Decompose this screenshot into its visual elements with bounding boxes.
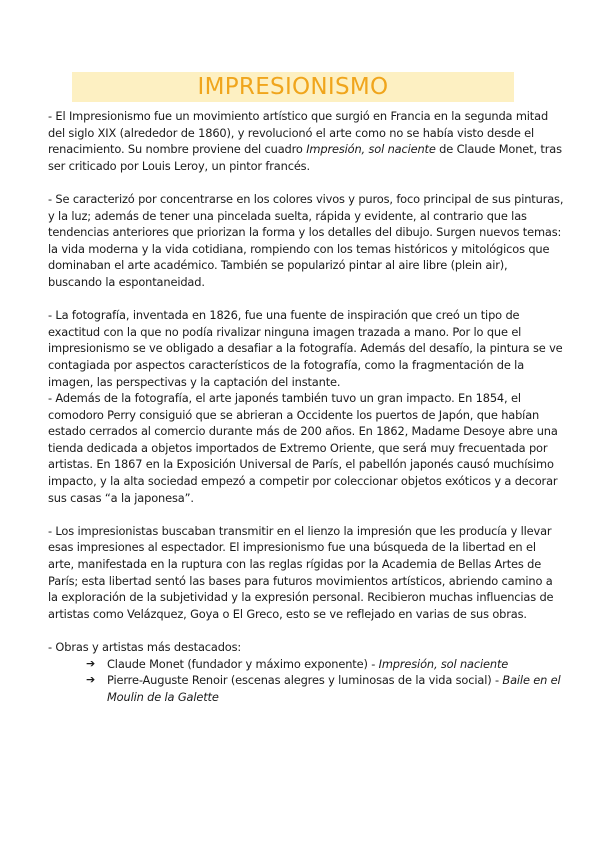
work-artist: Pierre-Auguste Renoir (escenas alegres y luminosas de la vida social) - (107, 673, 503, 688)
paragraph-photography: - La fotografía, inventada en 1826, fue una fuente de inspiración que creó un tipo de exactitud con la que no podía rivalizar ninguna imagen trazada a mano. Por lo que el impresionismo se ve obligado a desafiar a la fotografía. Además del desafío, la pintura se ve contagiada por aspectos característicos de la fotografía, como la fragmentación de la imagen, las perspectivas y la captación del instante. (48, 308, 563, 389)
works-list-item (86, 656, 564, 673)
painting-title-impresion: Impresión, sol naciente (306, 142, 436, 157)
paragraph-origin (48, 108, 564, 174)
paragraph-characteristics: - Se caracterizó por concentrarse en los colores vivos y puros, foco principal de sus pinturas, y la luz; además de tener una pincelada suelta, rápida y evidente, al contrario que las tendencias anteriores que priorizan la forma y los detalles del dibujo. Surgen nuevos temas: la vida moderna y la vida cotidiana, rompiendo con los temas históricos y mitológicos que dominaban el arte académico. También se popularizó pintar al aire libre (plein air), buscando la espontaneidad. (48, 191, 564, 289)
document-page (48, 72, 564, 705)
paragraph-japanese-art: - Además de la fotografía, el arte japonés también tuvo un gran impacto. En 1854, el comodoro Perry consiguió que se abrieran a Occidente los puertos de Japón, que habían estado cerrados al comercio durante más de 200 años. En 1862, Madame Desoye abre una tienda dedicada a objetos importados de Extremo Oriente, que será muy frecuentada por artistas. En 1867 en la Exposición Universal de París, el pabellón japonés causó muchísimo impacto, y la alta sociedad empezó a competir por coleccionar objetos exóticos y a decorar sus casas “a la japonesa”. (48, 391, 558, 505)
paragraph-origin-text-a: - El Impresionismo fue un movimiento artístico que surgió en Francia en la segunda mitad del siglo XIX (alrededor de 1860), y revolucionó el arte como no se había visto desde el renacimiento. Su nombre proviene del cuadro (48, 109, 549, 157)
works-list (48, 656, 564, 706)
arrow-bullet-icon: ➔ (86, 656, 96, 670)
works-list-item (86, 672, 564, 705)
work-title: Baile en el Moulin de la Galette (107, 673, 561, 704)
document-title: IMPRESIONISMO (72, 72, 514, 102)
work-artist: Claude Monet (fundador y máximo exponente) - (107, 656, 379, 671)
works-heading: - Obras y artistas más destacados: (48, 640, 242, 654)
work-title: Impresión, sol naciente (378, 656, 509, 671)
paragraph-origin-text-b: de Claude Monet, tras ser criticado por Louis Leroy, un pintor francés. (48, 142, 562, 173)
arrow-bullet-icon: ➔ (86, 673, 96, 687)
paragraph-freedom: - Los impresionistas buscaban transmitir en el lienzo la impresión que les producía y llevar esas impresiones al espectador. El impresionismo fue una búsqueda de la libertad en el arte, manifestada en la ruptura con las reglas rígidas por la Academia de Bellas Artes de París; esta libertad sentó las bases para futuros movimientos artísticos, abriendo camino a la exploración de la subjetividad y la expresión personal. Recibieron muchas influencias de artistas como Velázquez, Goya o El Greco, esto se ve reflejado en varias de sus obras. (48, 523, 554, 621)
